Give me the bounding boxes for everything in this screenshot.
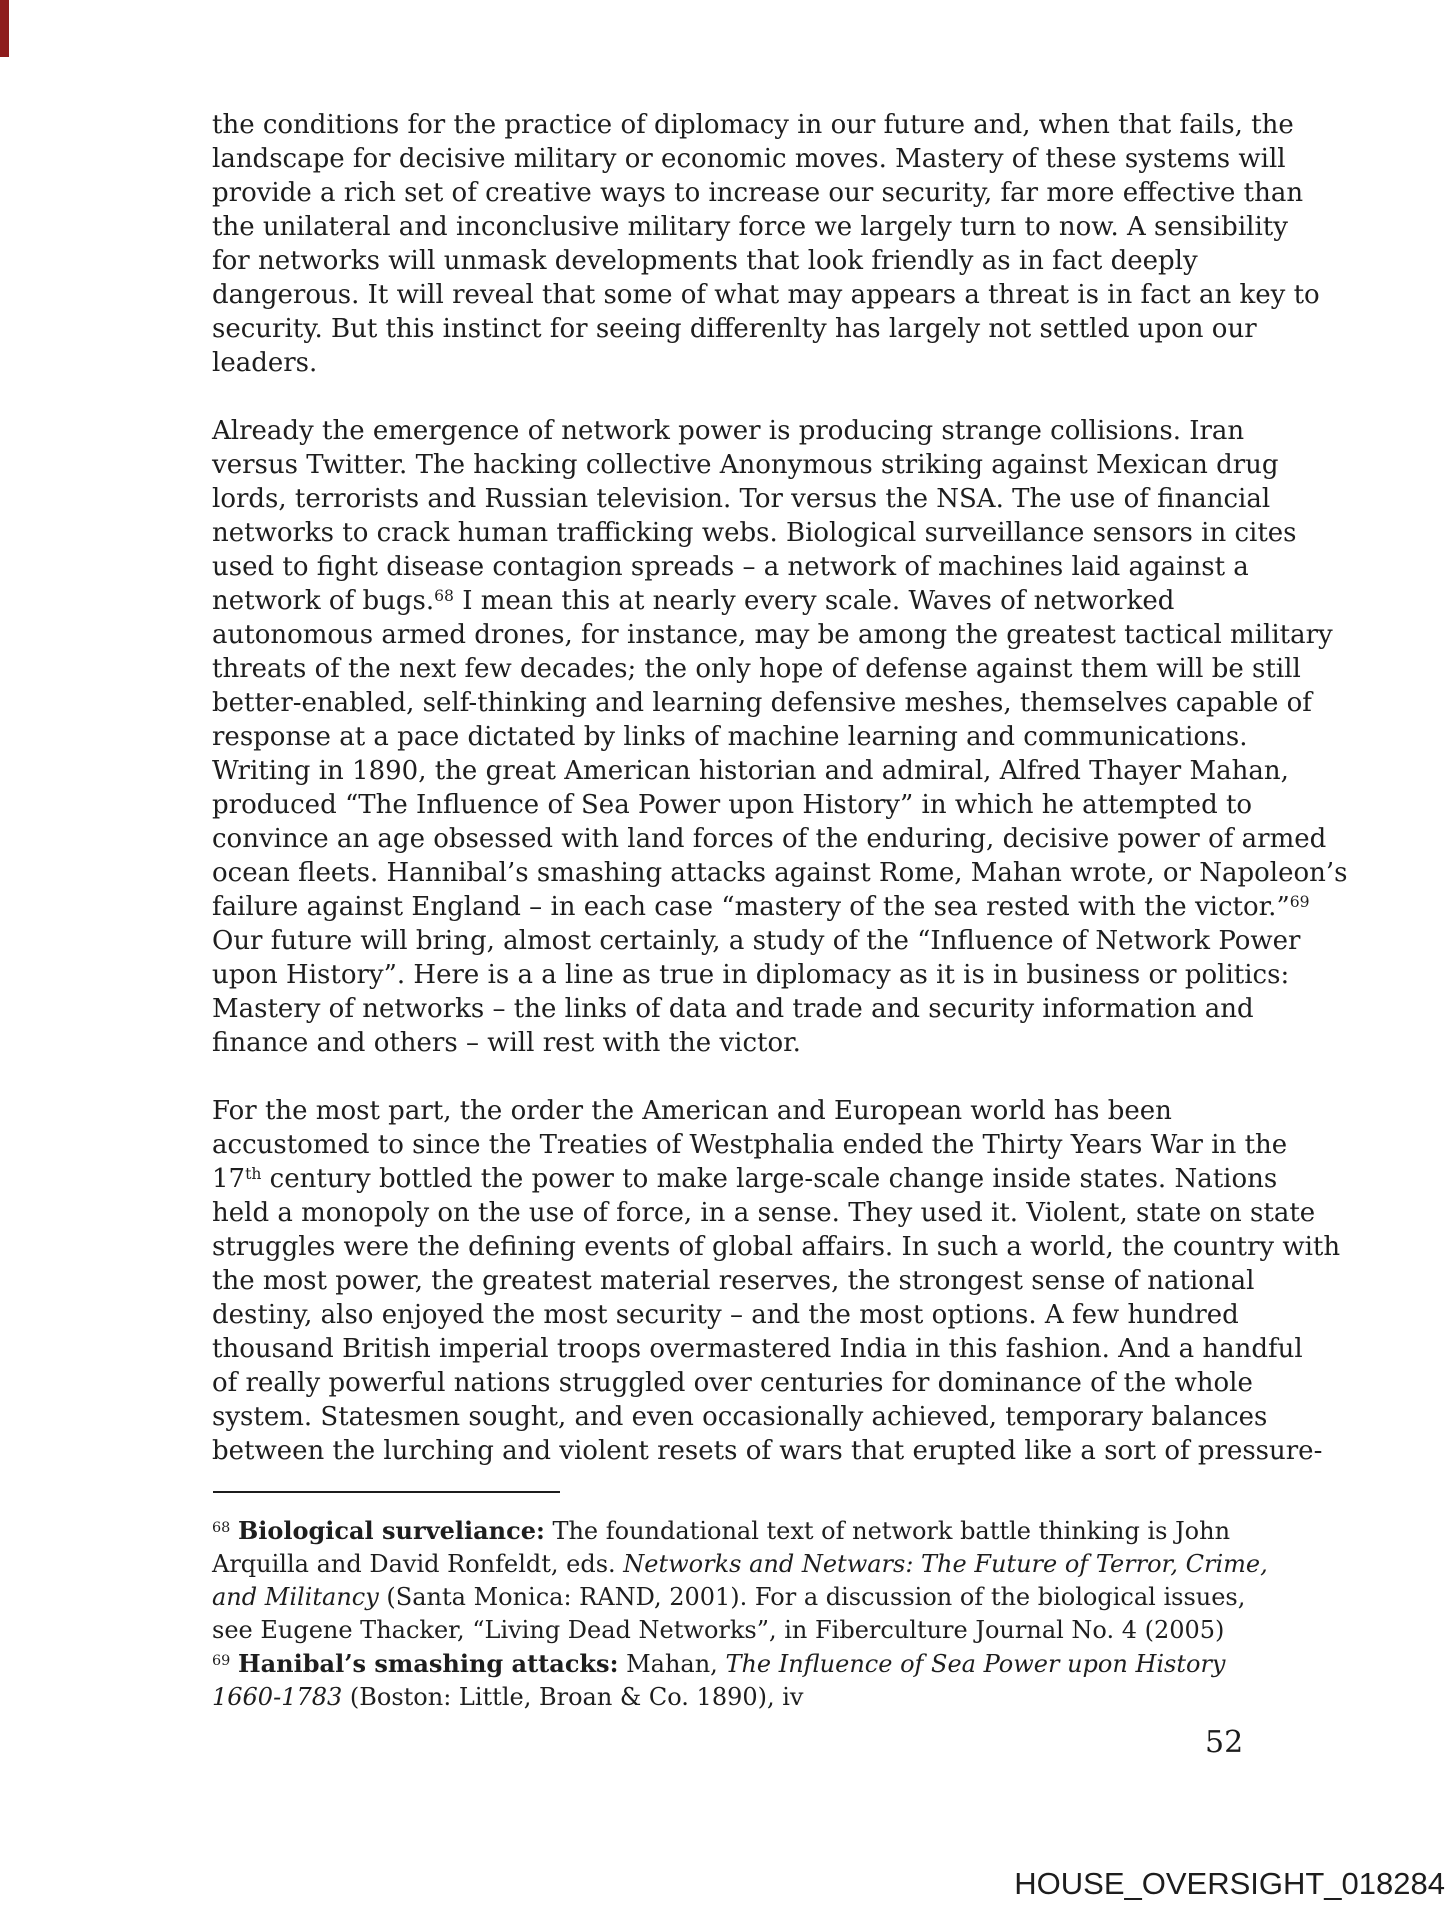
- body-paragraph: For the most part, the order the American and European world has been accustomed to since the Treaties of Westphalia ended the Thirty Years War in the 17th century bottled the power to make large-scale change inside states. Nations held a monopoly on the use of force, in a sense. They used it. Violent, state on state struggles were the defining events of global affairs. In such a world, the country with the most power, the greatest material reserves, the strongest sense of national destiny, also enjoyed the most security – and the most options. A few hundred thousand British imperial troops overmastered India in this fashion. And a handful of really powerful nations struggled over centuries for dominance of the whole system. Statesmen sought, and even occasionally achieved, temporary balances between the lurching and violent resets of wars that erupted like a sort of pressure-: [212, 1096, 1341, 1466]
- bates-stamp: HOUSE_OVERSIGHT_018284: [1014, 1866, 1445, 1901]
- body-text: [212, 108, 1347, 1502]
- footnote-separator: [213, 1491, 560, 1493]
- footnotes: [212, 1514, 1268, 1714]
- footnote-item-69: $^{69}$ Hanibal’s smashing attacks: Mahan, The Influence of Sea Power upon History 1660-1783 (Boston: Little, Broan & Co. 1890), iv: [212, 1649, 1226, 1711]
- page-number: 52: [1205, 1725, 1244, 1760]
- body-paragraph: the conditions for the practice of diplomacy in our future and, when that fails, the landscape for decisive military or economic moves. Mastery of these systems will provide a rich set of creative ways to increase our security, far more effective than the unilateral and inconclusive military force we largely turn to now. A sensibility for networks will unmask developments that look friendly as in fact deeply dangerous. It will reveal that some of what may appears a threat is in fact an key to security. But this instinct for seeing differenlty has largely not settled upon our leaders.: [212, 110, 1320, 378]
- body-paragraph: Already the emergence of network power is producing strange collisions. Iran versus Twitter. The hacking collective Anonymous striking against Mexican drug lords, terrorists and Russian television. Tor versus the NSA. The use of financial networks to crack human trafficking webs. Biological surveillance sensors in cites used to fight disease contagion spreads – a network of machines laid against a network of bugs.$^{68}$ I mean this at nearly every scale. Waves of networked autonomous armed drones, for instance, may be among the greatest tactical military threats of the next few decades; the only hope of defense against them will be still better-enabled, self-thinking and learning defensive meshes, themselves capable of response at a pace dictated by links of machine learning and communications. Writing in 1890, the great American historian and admiral, Alfred Thayer Mahan, produced “The Influence of Sea Power upon History” in which he attempted to convince an age obsessed with land forces of the enduring, decisive power of armed ocean fleets. Hannibal’s smashing attacks against Rome, Mahan wrote, or Napoleon’s failure against England – in each case “mastery of the sea rested with the victor.”$^{69}$ Our future will bring, almost certainly, a study of the “Influence of Network Power upon History”. Here is a a line as true in diplomacy as it is in business or politics: Mastery of networks – the links of data and trade and security information and finance and others – will rest with the victor.: [212, 416, 1348, 1058]
- scan-artifact: [0, 0, 9, 57]
- footnote-item-68: $^{68}$ Biological surveliance: The foundational text of network battle thinking is John Arquilla and David Ronfeldt, eds. Networks and Netwars: The Future of Terror, Crime, and Militancy (Santa Monica: RAND, 2001). For a discussion of the biological issues, see Eugene Thacker, “Living Dead Networks”, in Fiberculture Journal No. 4 (2005): [212, 1516, 1268, 1644]
